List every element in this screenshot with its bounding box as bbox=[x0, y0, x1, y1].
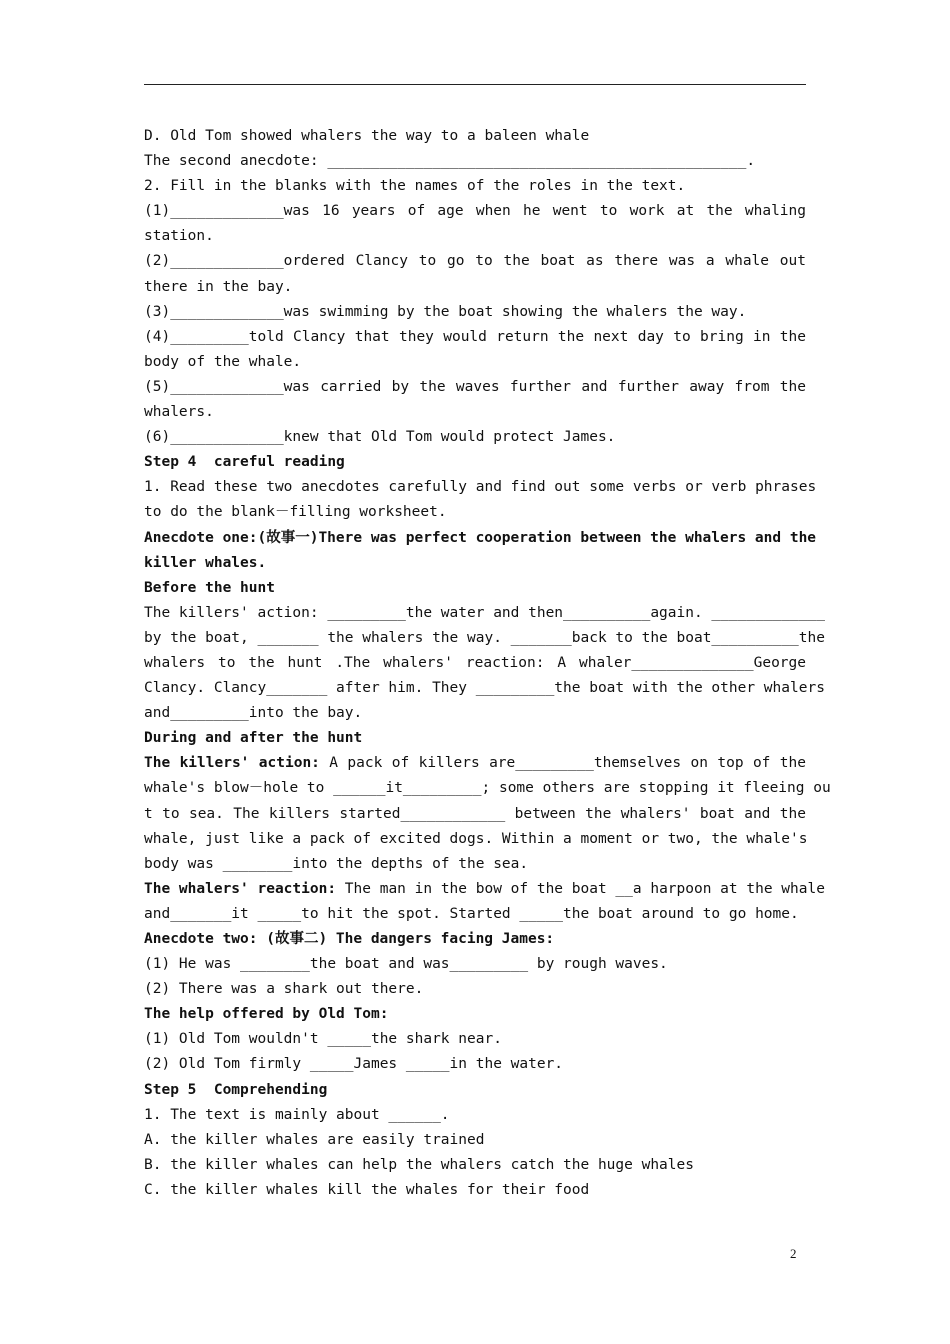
text-line: killer whales. bbox=[144, 554, 267, 571]
text-line: The killers' action: _________the water and then__________again. _____________ bbox=[144, 604, 834, 621]
text-line: whale's blow－hole to ______it_________; some others are stopping it fleeing ou bbox=[144, 780, 831, 797]
text-line: Anecdote two: (故事二) The dangers facing James: bbox=[144, 931, 555, 947]
text-line: t to sea. The killers started____________ between the whalers' boat and the bbox=[144, 805, 806, 822]
text-line: and_________into the bay. bbox=[144, 705, 363, 722]
text-line: 1. Read these two anecdotes carefully and find out some verbs or verb phrases bbox=[144, 479, 817, 496]
text-line: Step 4 careful reading bbox=[144, 454, 345, 471]
text-line: (1)_____________was 16 years of age when he went to work at the whaling bbox=[144, 203, 806, 220]
text-line: The second anecdote: ________________________________________________. bbox=[144, 153, 756, 170]
text-line: and_______it _____to hit the spot. Started _____the boat around to go home. bbox=[144, 905, 799, 922]
text-line: (4)_________told Clancy that they would return the next day to bring in the bbox=[144, 328, 806, 345]
text-line: Anecdote one:(故事一)There was perfect cooperation between the whalers and the bbox=[144, 529, 817, 546]
text-line: to do the blank－filling worksheet. bbox=[144, 504, 447, 521]
text-line: whalers to the hunt .The whalers' reaction: A whaler______________George bbox=[144, 654, 806, 671]
text-line: C. the killer whales kill the whales for their food bbox=[144, 1181, 590, 1198]
text-line: 1. The text is mainly about ______. bbox=[144, 1106, 450, 1123]
text-line: (1) Old Tom wouldn't _____the shark near. bbox=[144, 1031, 502, 1048]
text-line: Before the hunt bbox=[144, 579, 275, 596]
text-line: The whalers' reaction: The man in the bow of the boat __a harpoon at the whale bbox=[144, 880, 825, 897]
text-line: A. the killer whales are easily trained bbox=[144, 1131, 485, 1148]
text-line: (3)_____________was swimming by the boat showing the whalers the way. bbox=[144, 303, 747, 320]
page-number: 2 bbox=[790, 1246, 797, 1261]
text-line: by the boat, _______ the whalers the way. _______back to the boat__________the bbox=[144, 629, 825, 646]
text-line: body was ________into the depths of the sea. bbox=[144, 855, 529, 872]
text-line: station. bbox=[144, 228, 214, 245]
text-line: whalers. bbox=[144, 404, 214, 421]
text-line: Clancy. Clancy_______ after him. They _________the boat with the other whalers bbox=[144, 680, 825, 697]
text-line: (2)_____________ordered Clancy to go to the boat as there was a whale out bbox=[144, 253, 806, 270]
text-line: (1) He was ________the boat and was_________ by rough waves. bbox=[144, 956, 668, 973]
text-line: B. the killer whales can help the whalers catch the huge whales bbox=[144, 1156, 694, 1173]
text-line: During and after the hunt bbox=[144, 730, 363, 747]
text-line: Step 5 Comprehending bbox=[144, 1081, 328, 1098]
text-line: there in the bay. bbox=[144, 278, 293, 295]
text-line: The help offered by Old Tom: bbox=[144, 1006, 389, 1023]
header-rule bbox=[144, 84, 806, 85]
document-body bbox=[144, 124, 834, 1203]
text-line: (2) Old Tom firmly _____James _____in the water. bbox=[144, 1056, 564, 1073]
text-line: D. Old Tom showed whalers the way to a baleen whale bbox=[144, 128, 590, 144]
text-line: (2) There was a shark out there. bbox=[144, 981, 424, 998]
text-line: (6)_____________knew that Old Tom would protect James. bbox=[144, 429, 616, 446]
text-line: (5)_____________was carried by the waves further and further away from the bbox=[144, 378, 806, 395]
text-line: whale, just like a pack of excited dogs. Within a moment or two, the whale's bbox=[144, 830, 808, 847]
text-line: The killers' action: A pack of killers are_________themselves on top of the bbox=[144, 755, 806, 772]
text-line: 2. Fill in the blanks with the names of the roles in the text. bbox=[144, 178, 686, 195]
text-line: body of the whale. bbox=[144, 353, 302, 370]
